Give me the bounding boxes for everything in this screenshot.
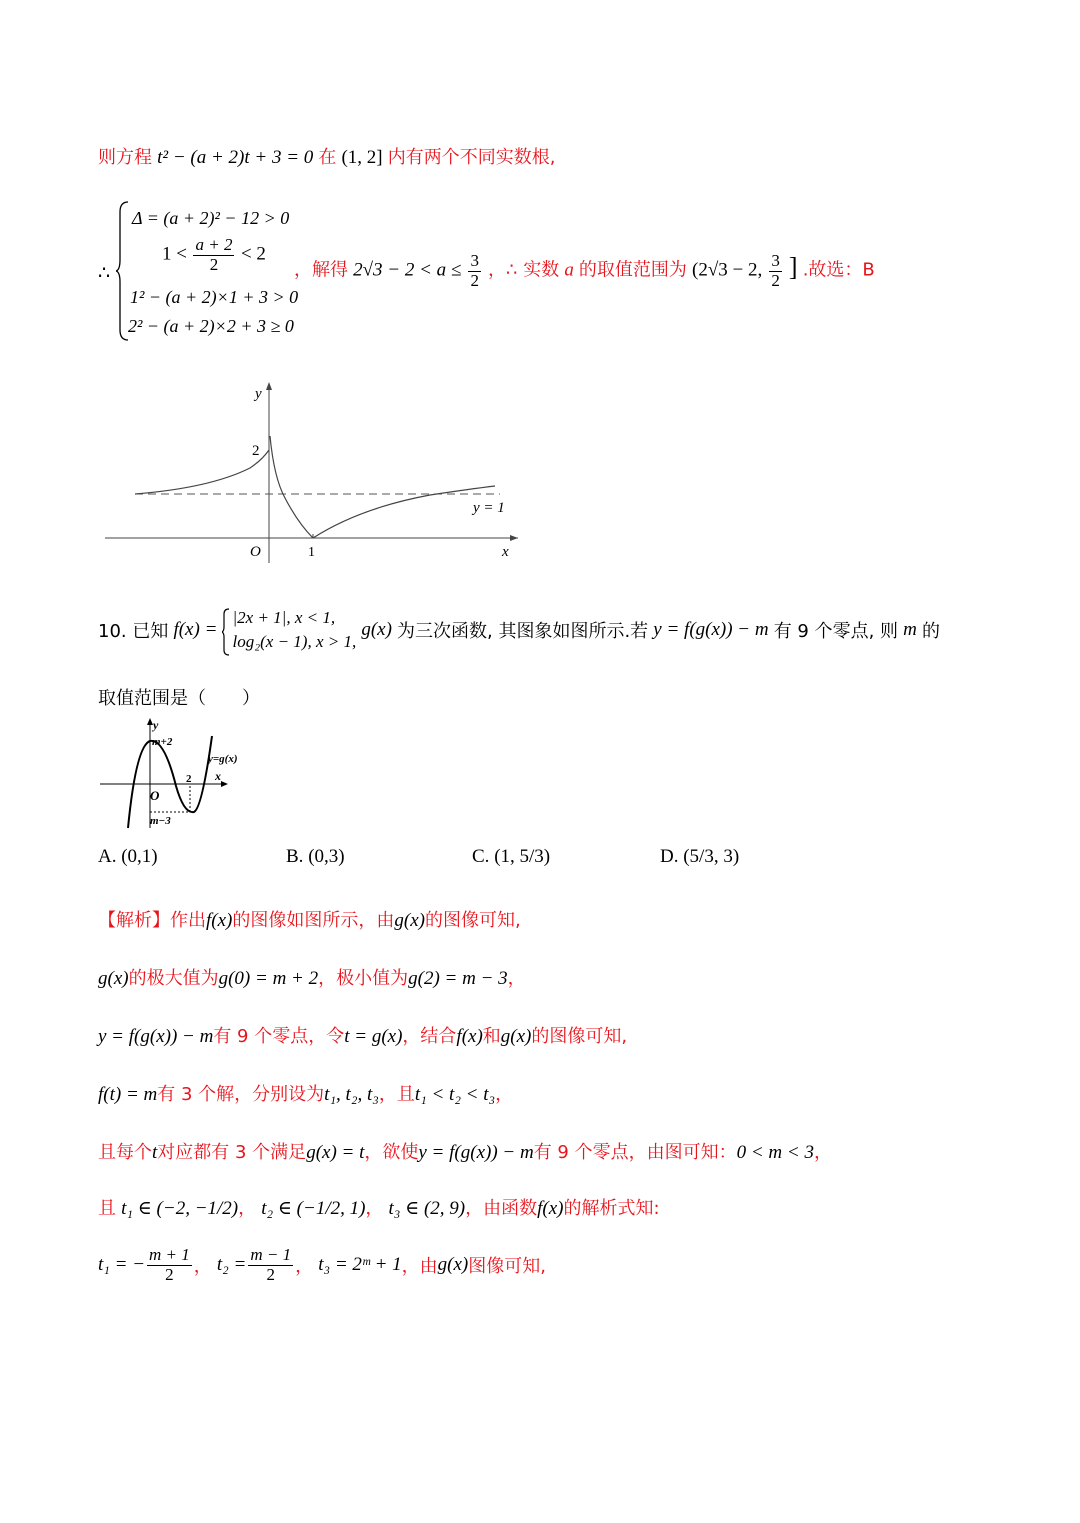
s4f: ，	[495, 1084, 514, 1105]
g1-asymptote-label: y = 1	[473, 500, 505, 516]
s2c: g(0) = m + 2	[218, 968, 319, 989]
range-text2: 的取值范围为	[578, 259, 687, 281]
s2b: 的极大值为	[128, 968, 219, 989]
row2-left: 1 <	[162, 243, 187, 265]
s2e: g(2) = m − 3	[408, 968, 508, 989]
g1-y-label: y	[255, 386, 262, 402]
s5f: 有 9 个零点，由图可知：	[533, 1142, 737, 1163]
s2a: g(x)	[98, 968, 129, 989]
s4e: t₁ < t₂ < t₃	[414, 1084, 496, 1105]
s7a-den: 2	[165, 1264, 174, 1284]
solution-line-3	[98, 1022, 627, 1048]
s5b: 对应都有 3 个满足	[157, 1142, 307, 1163]
range-var: a	[564, 259, 574, 281]
s3g: g(x)	[500, 1026, 532, 1047]
option-b-label: B.	[286, 846, 304, 867]
s6b: t₁ ∈ (−2, −1/2)	[121, 1198, 239, 1219]
solution-line-4	[98, 1080, 513, 1106]
s1c: 的图像可知,	[424, 910, 521, 931]
s5h: ，	[813, 1142, 832, 1163]
line-equation-roots	[98, 143, 555, 169]
s3a: y = f(g(x)) − m	[98, 1026, 214, 1047]
solution-line-1	[98, 906, 521, 932]
g1-origin: O	[250, 544, 261, 560]
system-row-2	[162, 236, 266, 274]
q10-text3: 的	[921, 621, 940, 642]
g2-curve-label: y=g(x)	[208, 753, 238, 765]
s6h: f(x)	[537, 1198, 564, 1219]
g2-tick-x: 2	[186, 773, 192, 785]
system-row-3: 1² − (a + 2)×1 + 3 > 0	[130, 287, 299, 307]
q10-case1: |2x + 1|, x < 1,	[232, 608, 336, 627]
s5a: 且每个	[98, 1142, 152, 1163]
text-suffix: 内有两个不同实数根,	[387, 147, 556, 168]
g2-origin: O	[150, 788, 160, 803]
option-a[interactable]	[98, 846, 158, 868]
q10-text2: 有 9 个零点, 则	[773, 621, 899, 642]
g2-min-label: m−3	[150, 815, 171, 827]
question-10	[98, 606, 940, 654]
option-d[interactable]	[660, 846, 739, 868]
g1-x-label: x	[502, 544, 509, 560]
solve-expr: 2√3 − 2 < a ≤	[353, 259, 462, 281]
s7h: 图像可知,	[468, 1256, 546, 1278]
s5g: 0 < m < 3	[736, 1142, 814, 1163]
s7c-den: 2	[266, 1264, 275, 1284]
option-a-label: A.	[98, 846, 117, 867]
s1a: 【解析】作出	[98, 910, 206, 931]
s7f: ，由	[401, 1256, 438, 1278]
q10-line2: 取值范围是（ ）	[98, 688, 260, 709]
answer: .故选：B	[802, 259, 875, 281]
therefore-symbol: ∴	[98, 263, 111, 284]
row2-right: < 2	[240, 243, 266, 265]
range-frac-den: 2	[771, 270, 780, 290]
s7e: t₃ = 2ᵐ + 1	[318, 1254, 402, 1276]
s5e: y = f(g(x)) − m	[418, 1142, 534, 1163]
q10-m: m	[903, 619, 917, 640]
s2f: ，	[507, 968, 526, 989]
s6i: 的解析式知:	[563, 1198, 660, 1219]
q10-number: 10. 已知	[98, 621, 169, 642]
solve-text: ，解得	[294, 259, 348, 281]
s7a: t₁ = −	[98, 1254, 146, 1276]
row2-num: a + 2	[195, 235, 233, 254]
g2-x-label: x	[215, 769, 221, 783]
system-row-4: 2² − (a + 2)×2 + 3 ≥ 0	[128, 316, 294, 336]
g1-tick-y: 2	[252, 443, 260, 459]
s5d: ，欲使	[364, 1142, 419, 1163]
solution-line-2	[98, 964, 526, 990]
q10-expr: y = f(g(x)) − m	[653, 619, 769, 640]
s6c: ，	[238, 1198, 257, 1219]
s6e: ，	[365, 1198, 384, 1219]
solution-line-7	[98, 1246, 546, 1284]
text-prefix: 则方程	[98, 147, 152, 168]
option-d-value: (5/3, 3)	[683, 846, 740, 867]
solution-line-5	[98, 1138, 832, 1164]
s3d: ，结合	[402, 1026, 457, 1047]
equation: t² − (a + 2)t + 3 = 0	[157, 147, 314, 168]
s4a: f(t) = m	[98, 1084, 158, 1105]
range-right: ]	[788, 252, 798, 282]
s3f: 和	[482, 1026, 501, 1047]
solve-line	[294, 252, 875, 290]
s5t: t	[152, 1142, 158, 1163]
s1f: f(x)	[206, 910, 233, 931]
text-mid: 在	[318, 147, 337, 168]
s7a-num: m + 1	[149, 1245, 190, 1264]
range-frac-num: 3	[771, 251, 780, 270]
g1-tick-x: 1	[308, 545, 315, 560]
option-b[interactable]	[286, 846, 345, 868]
option-c-label: C.	[472, 846, 490, 867]
frac-num: 3	[470, 251, 479, 270]
s6a: 且	[98, 1198, 116, 1219]
system-row-1: Δ = (a + 2)² − 12 > 0	[132, 208, 290, 228]
s7c-num: m − 1	[250, 1245, 292, 1264]
s7g: g(x)	[437, 1254, 469, 1276]
option-b-value: (0,3)	[308, 846, 345, 867]
range-left: (2√3 − 2,	[692, 259, 763, 281]
q10-text1: 为三次函数, 其图象如图所示.若	[397, 621, 649, 642]
s6g: ，由函数	[465, 1198, 538, 1219]
option-d-label: D.	[660, 846, 679, 867]
solution-line-6	[98, 1194, 660, 1220]
s2d: ，极小值为	[318, 968, 409, 989]
q10-case2: log₂(x − 1), x > 1,	[232, 632, 357, 651]
q10-g: g(x)	[361, 619, 392, 640]
s1g: g(x)	[394, 910, 425, 931]
frac-den: 2	[470, 270, 479, 290]
interval: (1, 2]	[341, 147, 383, 168]
s7b: ，	[193, 1256, 212, 1278]
s7d: ，	[295, 1256, 314, 1278]
s3h: 的图像可知,	[531, 1026, 628, 1047]
s3c: t = g(x)	[344, 1026, 403, 1047]
g2-max-label: m+2	[152, 736, 173, 748]
g2-y-label: y	[153, 718, 159, 732]
graph-f	[100, 378, 520, 568]
s4d: ，且	[378, 1084, 415, 1105]
graph-g	[98, 716, 258, 834]
s3e: f(x)	[456, 1026, 483, 1047]
range-text: ，∴ 实数	[488, 259, 560, 281]
s4b: 有 3 个解，分别设为	[157, 1084, 325, 1105]
s6f: t₃ ∈ (2, 9)	[388, 1198, 466, 1219]
s7c: t₂ =	[216, 1254, 247, 1276]
row2-den: 2	[209, 254, 219, 274]
q10-f-def: f(x) =	[173, 619, 218, 640]
option-c-value: (1, 5/3)	[494, 846, 551, 867]
s5c: g(x) = t	[306, 1142, 365, 1163]
s1b: 的图像如图所示，由	[232, 910, 395, 931]
s4c: t₁, t₂, t₃	[324, 1084, 379, 1105]
s3b: 有 9 个零点，令	[213, 1026, 345, 1047]
q10-brace-icon	[222, 608, 230, 656]
option-a-value: (0,1)	[121, 846, 158, 867]
s6d: t₂ ∈ (−1/2, 1)	[261, 1198, 366, 1219]
option-c[interactable]	[472, 846, 550, 868]
